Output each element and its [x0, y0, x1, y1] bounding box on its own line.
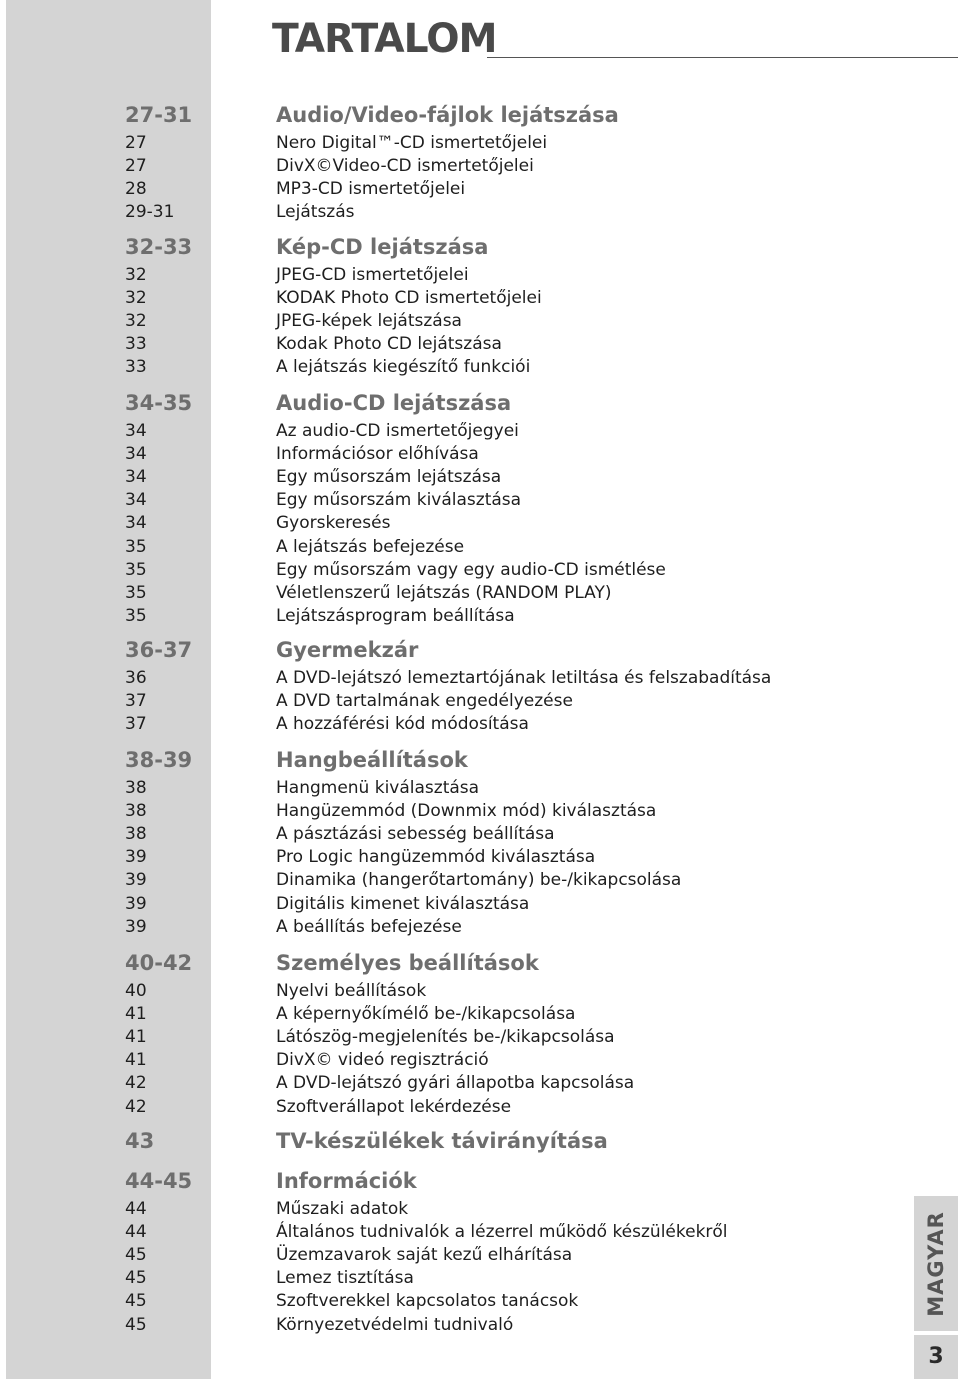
section-heading-row[interactable]	[0, 390, 960, 417]
section-page-range: 40-42	[125, 951, 193, 975]
toc-entry-page: 35	[125, 582, 147, 603]
toc-entry-text: Lemez tisztítása	[276, 1268, 414, 1289]
toc-entry[interactable]	[0, 1221, 960, 1244]
toc-entry[interactable]	[0, 690, 960, 713]
toc-entry-page: 38	[125, 824, 147, 845]
toc-entry[interactable]	[0, 605, 960, 628]
toc-entry[interactable]	[0, 713, 960, 736]
toc-entry-page: 35	[125, 605, 147, 626]
section-page-range: 44-45	[125, 1169, 193, 1193]
toc-entry[interactable]	[0, 287, 960, 310]
toc-entry[interactable]	[0, 201, 960, 224]
toc-entry-page: 32	[125, 311, 147, 332]
section-title: Kép-CD lejátszása	[276, 235, 489, 259]
toc-entry-text: Pro Logic hangüzemmód kiválasztása	[276, 847, 596, 868]
toc-entry[interactable]	[0, 512, 960, 535]
section-heading-row[interactable]	[0, 234, 960, 261]
toc-entry-text: Üzemzavarok saját kezű elhárítása	[276, 1245, 573, 1266]
section-heading-row[interactable]	[0, 637, 960, 664]
toc-entry[interactable]	[0, 443, 960, 466]
toc-entry-text: JPEG-képek lejátszása	[276, 311, 462, 332]
toc-entry[interactable]	[0, 777, 960, 800]
page-title: TARTALOM	[272, 16, 497, 62]
section-heading-row[interactable]	[0, 102, 960, 129]
language-tab	[914, 1196, 958, 1331]
section-page-range: 27-31	[125, 103, 193, 127]
section-title: Információk	[276, 1169, 417, 1193]
toc-entry-page: 44	[125, 1222, 147, 1243]
toc-entry-text: Lejátszás	[276, 202, 355, 223]
toc-entry-text: A DVD-lejátszó lemeztartójának letiltása és felszabadítása	[276, 668, 772, 688]
toc-entry-text: A pásztázási sebesség beállítása	[276, 824, 555, 845]
section-heading-row[interactable]	[0, 950, 960, 977]
toc-entry[interactable]	[0, 869, 960, 892]
section-heading-row[interactable]	[0, 1168, 960, 1195]
toc-entry-text: Dinamika (hangerőtartomány) be-/kikapcsolása	[276, 870, 682, 891]
toc-entry-page: 34	[125, 490, 147, 511]
toc-entry[interactable]	[0, 1314, 960, 1337]
section-title: Audio-CD lejátszása	[276, 391, 512, 415]
toc-entry-text: Nyelvi beállítások	[276, 981, 427, 1001]
toc-entry[interactable]	[0, 333, 960, 356]
toc-entry[interactable]	[0, 1072, 960, 1095]
toc-entry[interactable]	[0, 264, 960, 287]
toc-entry-page: 39	[125, 847, 147, 868]
toc-entry-page: 42	[125, 1073, 147, 1094]
toc-entry[interactable]	[0, 1198, 960, 1221]
toc-entry[interactable]	[0, 1003, 960, 1026]
toc-entry-page: 36	[125, 668, 147, 688]
section-page-range: 38-39	[125, 748, 193, 772]
toc-entry[interactable]	[0, 178, 960, 201]
toc-entry[interactable]	[0, 466, 960, 489]
toc-entry[interactable]	[0, 1096, 960, 1119]
toc-entry-text: A hozzáférési kód módosítása	[276, 714, 529, 735]
toc-entry[interactable]	[0, 1290, 960, 1313]
toc-entry-text: Hangüzemmód (Downmix mód) kiválasztása	[276, 801, 657, 822]
toc-entry-text: A beállítás befejezése	[276, 916, 462, 937]
toc-entry-page: 34	[125, 444, 147, 465]
toc-entry-page: 40	[125, 981, 147, 1001]
toc-entry[interactable]	[0, 489, 960, 512]
page-number-box	[914, 1335, 958, 1379]
toc-entry-text: MP3-CD ismertetőjelei	[276, 179, 466, 200]
toc-entry-page: 32	[125, 265, 147, 285]
toc-entry-text: Egy műsorszám lejátszása	[276, 467, 502, 488]
toc-entry-text: KODAK Photo CD ismertetőjelei	[276, 288, 542, 309]
toc-entry-page: 34	[125, 467, 147, 488]
section-page-range: 34-35	[125, 391, 193, 415]
toc-entry-page: 41	[125, 1004, 147, 1025]
toc-entry-page: 45	[125, 1245, 147, 1266]
toc-entry-text: Környezetvédelmi tudnivaló	[276, 1314, 514, 1335]
section-page-range: 36-37	[125, 638, 193, 662]
toc-entry[interactable]	[0, 132, 960, 155]
toc-entry-page: 37	[125, 691, 147, 712]
toc-entry-text: Hangmenü kiválasztása	[276, 778, 480, 798]
toc-entry[interactable]	[0, 980, 960, 1003]
toc-entry-text: A DVD tartalmának engedélyezése	[276, 691, 573, 712]
toc-entry-text: Véletlenszerű lejátszás (RANDOM PLAY)	[276, 582, 612, 603]
toc-entry-text: A lejátszás befejezése	[276, 536, 465, 557]
toc-entry[interactable]	[0, 667, 960, 690]
toc-entry[interactable]	[0, 559, 960, 582]
toc-entry-page: 33	[125, 334, 147, 355]
toc-entry[interactable]	[0, 800, 960, 823]
section-title: Személyes beállítások	[276, 951, 539, 975]
section-title: Audio/Video-fájlok lejátszása	[276, 103, 619, 127]
toc-entry-page: 41	[125, 1027, 147, 1048]
toc-entry-page: 41	[125, 1050, 147, 1071]
toc-entry-page: 39	[125, 870, 147, 891]
toc-entry[interactable]	[0, 582, 960, 605]
section-title: Hangbeállítások	[276, 748, 468, 772]
toc-entry-text: Szoftverekkel kapcsolatos tanácsok	[276, 1291, 579, 1312]
toc-entry[interactable]	[0, 1026, 960, 1049]
toc-entry[interactable]	[0, 846, 960, 869]
toc-entry-page: 35	[125, 559, 147, 580]
toc-entry-page: 27	[125, 156, 147, 177]
toc-entry-text: Lejátszásprogram beállítása	[276, 605, 515, 626]
toc-entry-page: 45	[125, 1291, 147, 1312]
toc-entry-text: Látószög-megjelenítés be-/kikapcsolása	[276, 1027, 615, 1048]
toc-entry-page: 38	[125, 778, 147, 798]
section-page-range: 43	[125, 1129, 155, 1153]
toc-entry-page: 39	[125, 916, 147, 937]
toc-entry-page: 45	[125, 1268, 147, 1289]
language-tab-label: MAGYAR	[924, 1210, 948, 1317]
toc-entry-page: 27	[125, 133, 147, 153]
toc-entry-text: A lejátszás kiegészítő funkciói	[276, 357, 531, 378]
toc-entry-text: JPEG-CD ismertetőjelei	[276, 265, 469, 285]
toc-entry-page: 33	[125, 357, 147, 378]
toc-entry-text: Nero Digital™-CD ismertetőjelei	[276, 133, 548, 153]
toc-entry-page: 42	[125, 1096, 147, 1117]
page-header	[272, 14, 958, 64]
toc-entry[interactable]	[0, 536, 960, 559]
toc-entry-text: Információsor előhívása	[276, 444, 479, 465]
toc-entry-text: DivX© videó regisztráció	[276, 1050, 489, 1071]
toc-entry-text: DivX©Video-CD ismertetőjelei	[276, 156, 534, 177]
toc-entry-text: Általános tudnivalók a lézerrel működő készülékekről	[276, 1222, 728, 1243]
toc-entry-text: Kodak Photo CD lejátszása	[276, 334, 502, 355]
toc-entry-page: 44	[125, 1199, 147, 1219]
toc-entry[interactable]	[0, 1049, 960, 1072]
toc-entry[interactable]	[0, 155, 960, 178]
toc-entry-page: 32	[125, 288, 147, 309]
toc-entry-text: Gyorskeresés	[276, 513, 391, 534]
toc-entry-text: Műszaki adatok	[276, 1199, 409, 1219]
toc-entry-text: A DVD-lejátszó gyári állapotba kapcsolása	[276, 1073, 635, 1094]
toc-entry[interactable]	[0, 823, 960, 846]
toc-entry-text: Digitális kimenet kiválasztása	[276, 893, 530, 914]
toc-entry[interactable]	[0, 1244, 960, 1267]
page-number: 3	[928, 1344, 944, 1369]
section-title: TV-készülékek távirányítása	[276, 1129, 608, 1153]
toc-entry-page: 35	[125, 536, 147, 557]
toc-entry-page: 39	[125, 893, 147, 914]
toc-entry-page: 29-31	[125, 202, 175, 223]
title-rule	[487, 57, 958, 58]
toc-entry[interactable]	[0, 420, 960, 443]
toc-entry-page: 28	[125, 179, 147, 200]
section-heading-row[interactable]	[0, 1128, 960, 1155]
toc-entry-text: Az audio-CD ismertetőjegyei	[276, 421, 519, 441]
toc-entry-text: Egy műsorszám kiválasztása	[276, 490, 522, 511]
section-page-range: 32-33	[125, 235, 193, 259]
toc-entry-page: 34	[125, 513, 147, 534]
toc-entry-page: 34	[125, 421, 147, 441]
toc-entry[interactable]	[0, 916, 960, 939]
toc-entry-text: Egy műsorszám vagy egy audio-CD ismétlése	[276, 559, 666, 580]
toc-entry[interactable]	[0, 310, 960, 333]
toc-entry[interactable]	[0, 356, 960, 379]
section-title: Gyermekzár	[276, 638, 419, 662]
toc-entry-page: 37	[125, 714, 147, 735]
toc-entry-text: A képernyőkímélő be-/kikapcsolása	[276, 1004, 576, 1025]
toc-entry-text: Szoftverállapot lekérdezése	[276, 1096, 512, 1117]
toc-entry-page: 38	[125, 801, 147, 822]
section-heading-row[interactable]	[0, 747, 960, 774]
toc-entry[interactable]	[0, 1267, 960, 1290]
toc-entry-page: 45	[125, 1314, 147, 1335]
toc-entry[interactable]	[0, 893, 960, 916]
